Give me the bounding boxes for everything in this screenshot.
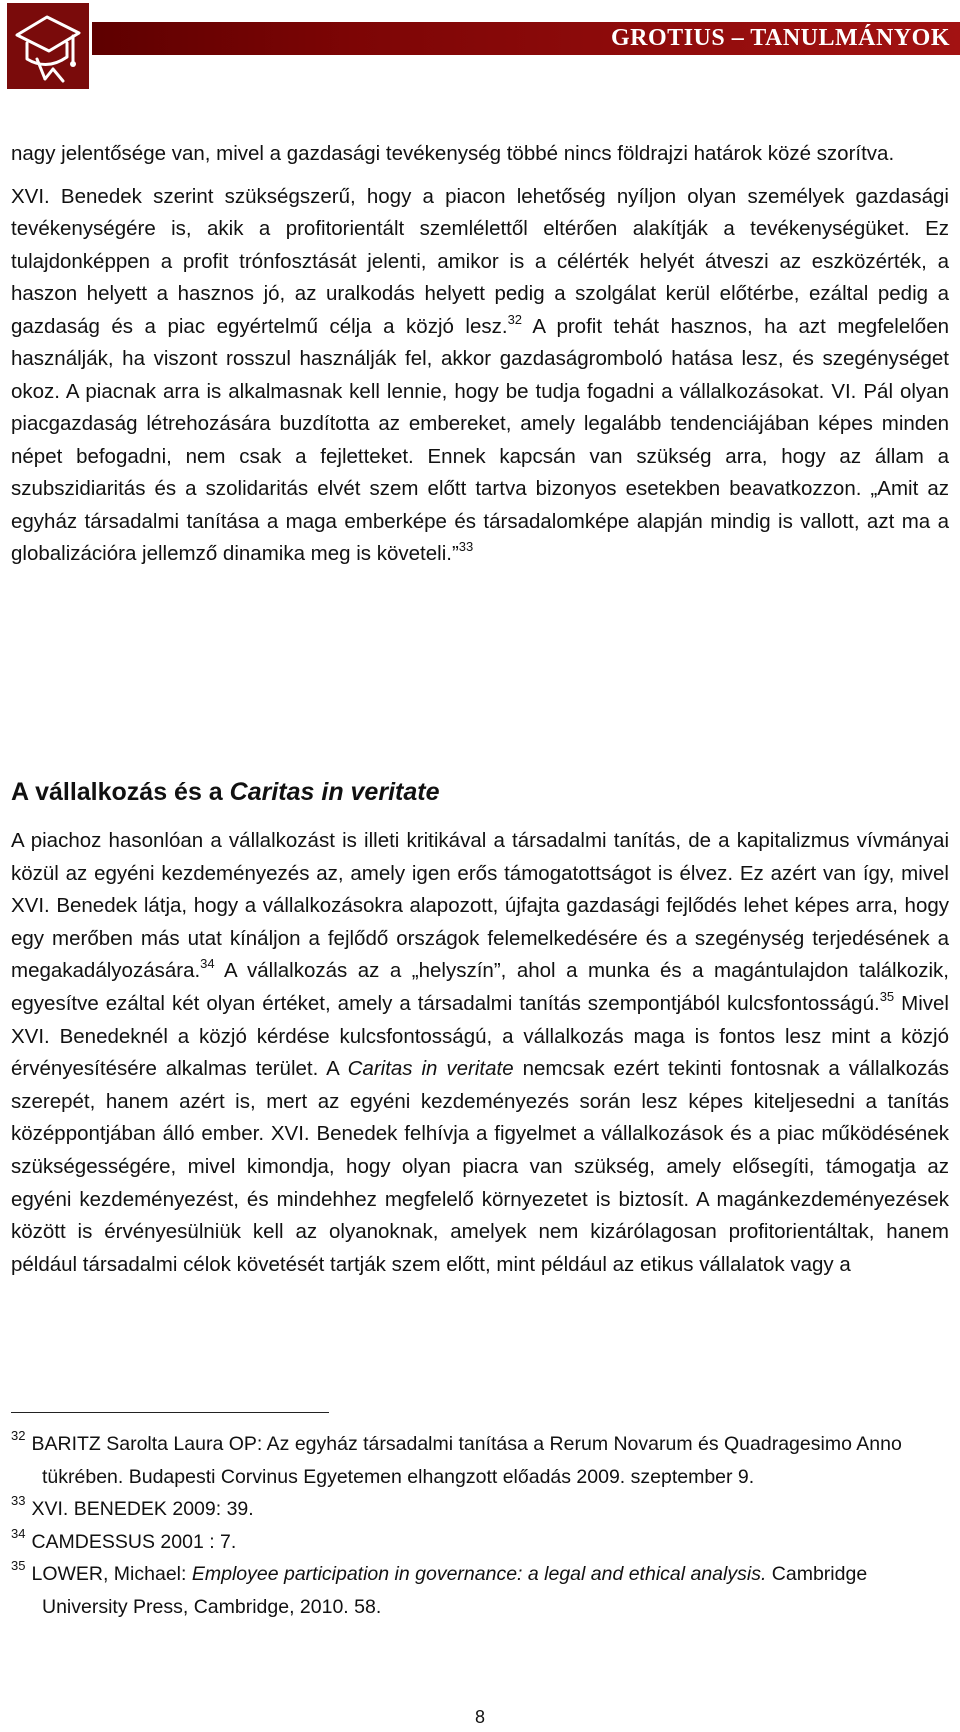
journal-title: GROTIUS – TANULMÁNYOK <box>611 25 950 51</box>
footnote-33 <box>11 1493 949 1526</box>
footnote-34 <box>11 1526 949 1559</box>
footnote-number: 34 <box>11 1525 26 1541</box>
page-header <box>0 0 960 92</box>
section-paragraph-part-a: A piachoz hasonlóan a vállalkozást is illeti kritikával a társadalmi tanítás, de a kapitalizmus vívmányai közül az egyéni kezdeményezés az, amely igen erős támogatottságot is élvez. Ez azért van így, mivel XVI. Benedek látja, hogy a vállalkozásokra alapozott, újfajta gazdasági fejlődés lehet képes arra, hogy egy merőben más utat kínáljon a fejlődő országok felemelkedésére és a szegénység terjedésének a megakadályozására. <box>11 829 949 983</box>
header-bar <box>92 22 960 55</box>
section-paragraph-part-d: nemcsak ezért tekinti fontosnak a vállalkozás szerepét, hanem azért is, mert az egyéni kezdeményezés során lesz képes kiteljesedni a tanítás középpontjában álló ember. XVI. Benedek felhívja a figyelmet a vállalkozások és a piac működésének szükségességére, mivel kimondja, hogy olyan piacra van szükség, amely elősegíti, támogatja az egyéni kezdeményezést, és mindehhez megfelelő környezetet is biztosít. A magánkezdeményezések között is érvényesülniük kell az olyanoknak, amelyek nem kizárólagosan profitorientáltak, hanem például társadalmi célok követését tartják szem előtt, mint például az etikus vállalatok vagy a <box>11 1057 950 1276</box>
section-heading <box>11 775 439 809</box>
footnote-text-pre: LOWER, Michael: <box>31 1563 192 1585</box>
graduation-cap-logo-icon <box>7 3 89 89</box>
footnote-ref-33[interactable]: 33 <box>458 539 474 554</box>
section-paragraph <box>11 825 949 1281</box>
section-paragraph-italic: Caritas in veritate <box>347 1057 514 1081</box>
section-paragraph-part-c: Mivel XVI. Benedeknél a közjó kérdése kulcsfontosságú, a vállalkozás maga is fontos lesz mint a közjó érvényesítésére alkalmas terület. A <box>11 991 949 1081</box>
footnote-text-italic: Employee participation in governance: a legal and ethical analysis. <box>191 1563 767 1585</box>
section-paragraph-part-b: A vállalkozás az a „helyszín”, ahol a munka és a magántulajdon találkozik, egyesítve ezáltal két olyan értéket, amely a társadalmi tanítás szempontjából kulcsfontosságú. <box>11 959 949 1015</box>
section-heading-plain: A vállalkozás és a <box>11 778 230 806</box>
footnote-text-post: Cambridge University Press, Cambridge, 2010. 58. <box>42 1563 868 1618</box>
footnote-number: 32 <box>11 1428 26 1443</box>
footnote-number: 35 <box>11 1558 26 1573</box>
paragraph-2-part-b: A profit tehát hasznos, ha azt megfelelően használják, ha viszont rosszul használják fel, akkor gazdaságromboló hatása lesz, és szegénységet okoz. A piacnak arra is alkalmasnak kell lennie, hogy be tudja fogadni a vállalkozásokat. VI. Pál olyan piacgazdaság létrehozására buzdította az embereket, amely legalább tendenciájában képes minden népet befogadni, nem csak a fejletteket. Ennek kapcsán van szükség arra, hogy az állam a szubszidiaritás és a szolidaritás elvét szem előtt tartva bizonyos esetekben beavatkozzon. „Amit az egyház társadalmi tanítása a maga emberképe és társadalomképe alapján mindig is vallott, azt ma a globalizációra jellemző dinamika meg is követeli.” <box>11 314 950 565</box>
section-body <box>11 825 949 1281</box>
footnote-text: CAMDESSUS 2001 : 7. <box>31 1530 237 1553</box>
footnote-ref-35[interactable]: 35 <box>879 988 895 1004</box>
body-text <box>11 138 949 571</box>
footnote-number: 33 <box>11 1493 26 1508</box>
footnote-ref-32[interactable]: 32 <box>507 311 523 327</box>
page-number: 8 <box>474 1707 485 1727</box>
footnote-32 <box>11 1428 949 1493</box>
footnote-ref-34[interactable]: 34 <box>200 956 215 972</box>
section-heading-italic: Caritas in veritate <box>229 778 440 806</box>
footnote-35 <box>11 1558 949 1623</box>
paragraph-2-part-a: XVI. Benedek szerint szükségszerű, hogy a piacon lehetőség nyíljon olyan személyek gazdasági tevékenységére is, akik a profitorientált szemlélettől eltérően alakítják a tevékenységüket. Ez tulajdonképpen a profit trónfosztását jelenti, amikor is a célérték helyét átveszi az eszközérték, a haszon helyett a hasznos jó, az uralkodás helyett pedig a szolgálat kerül előtérbe, ezáltal pedig a gazdaság és a piac egyértelmű célja a közjó lesz. <box>11 184 949 338</box>
footnote-text: XVI. BENEDEK 2009: 39. <box>31 1498 254 1520</box>
paragraph-2 <box>11 181 949 571</box>
paragraph-1: nagy jelentősége van, mivel a gazdasági tevékenység többé nincs földrajzi határok közé szorítva. <box>11 142 895 165</box>
footnotes <box>11 1428 949 1623</box>
footnote-text: BARITZ Sarolta Laura OP: Az egyház társadalmi tanítása a Rerum Novarum és Quadragesimo Anno tükrében. Budapesti Corvinus Egyetemen elhangzott előadás 2009. szeptember 9. <box>31 1433 902 1488</box>
footnote-separator <box>11 1412 329 1413</box>
